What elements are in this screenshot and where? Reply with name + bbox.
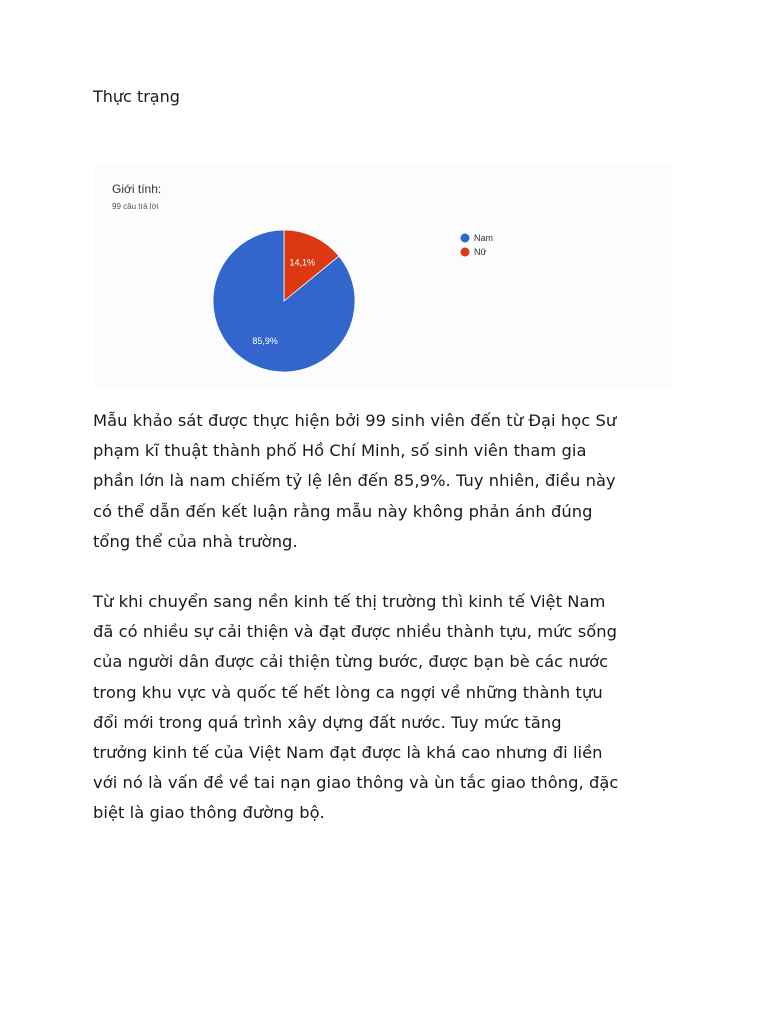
paragraph-line: Từ khi chuyển sang nền kinh tế thị trường thì kinh tế Việt Nam: [93, 592, 606, 611]
paragraph-line: của người dân được cải thiện từng bước, được bạn bè các nước: [93, 652, 609, 672]
legend-swatch-nam: [461, 234, 470, 243]
pie-data-label: 14,1%: [289, 257, 316, 268]
pie-slices-group: [213, 230, 355, 372]
paragraph-line: đã có nhiều sự cải thiện và đạt được nhiều thành tựu, mức sống: [93, 622, 618, 642]
pie-data-label: 85,9%: [252, 335, 278, 346]
paragraph-line: phạm kĩ thuật thành phố Hồ Chí Minh, số sinh viên tham gia: [93, 441, 587, 461]
section-heading: Thực trạng: [93, 87, 180, 106]
paragraph-line: biệt là giao thông đường bộ.: [93, 803, 325, 823]
chart-title: Giới tính:: [112, 182, 162, 196]
legend: [461, 233, 494, 257]
paragraph-line: tổng thể của nhà trường.: [93, 531, 298, 551]
paragraph-line: đổi mới trong quá trình xây dựng đất nước. Tuy mức tăng: [93, 712, 562, 732]
chart-subtitle: 99 câu trả lời: [112, 202, 159, 211]
legend-label-nam: Nam: [474, 233, 494, 243]
paragraph-line: với nó là vấn đề về tai nạn giao thông và ùn tắc giao thông, đặc: [93, 773, 619, 793]
paragraph-survey-summary: [93, 406, 683, 557]
paragraph-economy-traffic: [93, 587, 683, 829]
paragraph-line: trưởng kinh tế của Việt Nam đạt được là khá cao nhưng đi liền: [93, 743, 603, 763]
paragraph-line: phần lớn là nam chiếm tỷ lệ lên đến 85,9%. Tuy nhiên, điều này: [93, 471, 616, 491]
legend-label-nữ: Nữ: [474, 247, 487, 257]
paragraph-line: có thể dẫn đến kết luận rằng mẫu này không phản ánh đúng: [93, 501, 593, 521]
legend-swatch-nữ: [461, 248, 470, 257]
paragraph-line: trong khu vực và quốc tế hết lòng ca ngợi về những thành tựu: [93, 682, 603, 702]
gender-pie-chart-figure: [94, 165, 672, 390]
pie-chart: [94, 165, 672, 390]
paragraph-line: Mẫu khảo sát được thực hiện bởi 99 sinh viên đến từ Đại học Sư: [93, 411, 617, 430]
